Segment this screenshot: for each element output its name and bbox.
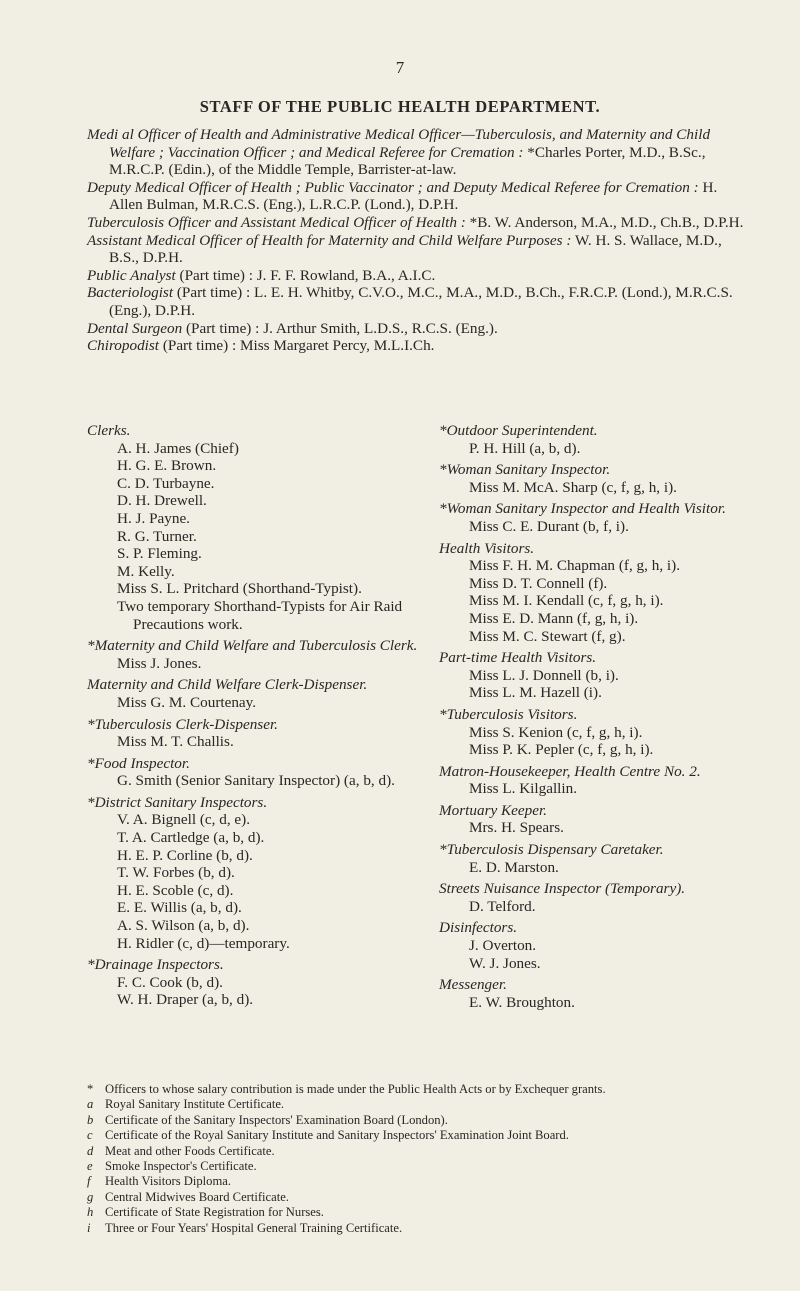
staff-entry: R. G. Turner. [117, 527, 197, 545]
footnote-text: Health Visitors Diploma. [105, 1174, 231, 1189]
footnote-text: Smoke Inspector's Certificate. [105, 1159, 257, 1174]
footnote-text: Certificate of State Registration for Nurses. [105, 1205, 324, 1220]
footnote [87, 1159, 747, 1174]
staff-entry: W. J. Jones. [469, 954, 541, 972]
officer-entry [87, 284, 747, 319]
officer-note: (Part time) : [179, 266, 253, 284]
staff-entry: H. Ridler (c, d)—temporary. [117, 934, 290, 952]
footnote [87, 1113, 747, 1128]
footnote-mark: g [87, 1189, 94, 1204]
section-heading: Part-time Health Visitors. [439, 649, 597, 667]
section-heading: Disinfectors. [439, 919, 518, 937]
staff-entry: D. Telford. [469, 897, 536, 915]
staff-entry: E. D. Marston. [469, 858, 559, 876]
staff-entry: J. Overton. [469, 937, 537, 955]
officer-entry [87, 232, 747, 267]
footnote-mark: h [87, 1205, 94, 1220]
officer-entry [87, 126, 747, 179]
staff-entry: H. J. Payne. [117, 509, 190, 527]
staff-entry: Miss L. M. Hazell (i). [469, 684, 602, 702]
staff-entry: T. W. Forbes (b, d). [117, 864, 235, 882]
officer-role: Assistant Medical Officer of Health for Maternity and Child Welfare Purposes : [87, 231, 572, 249]
footnote [87, 1174, 747, 1189]
staff-entry: Miss M. T. Challis. [117, 733, 234, 751]
section-heading: *Tuberculosis Clerk-Dispenser. [87, 715, 278, 733]
footnote [87, 1097, 747, 1112]
footnote-mark: c [87, 1128, 93, 1143]
officer-role: Medi al Officer of Health and Administrative Medical Officer—Tuberculosis, and Maternity and Child Welfare ; Vaccination Officer ; and Medical Referee for Cremation : [87, 126, 711, 161]
officer-role: Dental Surgeon [87, 319, 183, 337]
footnote [87, 1128, 747, 1143]
officer-entry [87, 214, 747, 232]
footnote [87, 1144, 747, 1159]
staff-entry: D. H. Drewell. [117, 492, 207, 510]
footnote [87, 1190, 747, 1205]
footnote-text: Certificate of the Royal Sanitary Institute and Sanitary Inspectors' Examination Joint Board. [105, 1128, 569, 1143]
officer-role: Public Analyst [87, 266, 176, 284]
officer-role: Tuberculosis Officer and Assistant Medical Officer of Health : [87, 213, 466, 231]
staff-entry: H. E. Scoble (c, d). [117, 881, 234, 899]
section-heading: *Woman Sanitary Inspector. [439, 461, 611, 479]
section-heading: Messenger. [439, 976, 507, 994]
section-heading: Mortuary Keeper. [439, 801, 547, 819]
footnote [87, 1205, 747, 1220]
footnote-text: Certificate of the Sanitary Inspectors' Examination Board (London). [105, 1112, 448, 1127]
section-heading: *Tuberculosis Dispensary Caretaker. [439, 841, 664, 859]
staff-entry: Miss E. D. Mann (f, g, h, i). [469, 609, 639, 627]
staff-entry: Miss F. H. M. Chapman (f, g, h, i). [469, 557, 680, 575]
officer-name: H. Allen Bulman, M.R.C.S. (Eng.), L.R.C.P. (Lond.), D.P.H. [109, 178, 718, 214]
page-title: STAFF OF THE PUBLIC HEALTH DEPARTMENT. [199, 97, 601, 116]
section-heading: *Drainage Inspectors. [87, 956, 224, 974]
staff-entry: W. H. Draper (a, b, d). [117, 991, 254, 1009]
staff-entry: E. E. Willis (a, b, d). [117, 899, 242, 917]
staff-entry: Miss J. Jones. [117, 654, 202, 672]
footnote-mark: i [87, 1220, 91, 1235]
staff-entry: C. D. Turbayne. [117, 474, 215, 492]
right-staff-column [439, 422, 751, 1011]
officer-name: J. F. F. Rowland, B.A., A.I.C. [256, 266, 436, 284]
staff-entry: Miss S. L. Pritchard (Shorthand-Typist). [117, 580, 362, 598]
senior-officers-list [87, 126, 747, 355]
officer-name: Miss Margaret Percy, M.L.I.Ch. [240, 337, 435, 355]
staff-entry: E. W. Broughton. [469, 993, 575, 1011]
section-heading: Streets Nuisance Inspector (Temporary). [439, 880, 686, 898]
officer-name: *B. W. Anderson, M.A., M.D., Ch.B., D.P.H. [469, 213, 744, 231]
page-number: 7 [395, 58, 405, 77]
staff-entry: Miss D. T. Connell (f). [469, 574, 608, 592]
officer-name: L. E. H. Whitby, C.V.O., M.C., M.A., M.D., B.Ch., F.R.C.P. (Lond.), M.R.C.S. (Eng.), D.P.H. [109, 284, 733, 319]
staff-entry: Miss C. E. Durant (b, f, i). [469, 517, 629, 535]
officer-role: Deputy Medical Officer of Health ; Public Vaccinator ; and Deputy Medical Referee for Cremation : [87, 178, 699, 196]
staff-entry: T. A. Cartledge (a, b, d). [117, 829, 265, 847]
footnote [87, 1082, 747, 1097]
staff-entry: Mrs. H. Spears. [469, 819, 564, 837]
staff-entry: G. Smith (Senior Sanitary Inspector) (a, b, d). [117, 772, 395, 790]
staff-entry: A. S. Wilson (a, b, d). [117, 917, 250, 935]
staff-entry: Miss L. Kilgallin. [469, 780, 578, 798]
staff-entry: P. H. Hill (a, b, d). [469, 439, 581, 457]
section-heading: *Tuberculosis Visitors. [439, 705, 578, 723]
officer-note: (Part time) : [162, 337, 237, 355]
staff-entry: A. H. James (Chief) [117, 439, 239, 457]
officer-name: W. H. S. Wallace, M.D., B.S., D.P.H. [109, 231, 722, 267]
staff-entry: Two temporary Shorthand-Typists for Air Raid Precautions work. [117, 597, 403, 633]
officer-entry [87, 320, 747, 338]
footnote-mark: d [87, 1143, 94, 1158]
footnotes [87, 1082, 747, 1236]
section-heading: Health Visitors. [439, 539, 535, 557]
staff-entry: Miss M. McA. Sharp (c, f, g, h, i). [469, 478, 677, 496]
officer-role: Chiropodist [87, 337, 160, 355]
left-staff-column [87, 422, 427, 1009]
staff-entry: Miss M. I. Kendall (c, f, g, h, i). [469, 592, 664, 610]
staff-entry: H. E. P. Corline (b, d). [117, 846, 253, 864]
footnote-mark: e [87, 1159, 93, 1174]
staff-entry: Miss L. J. Donnell (b, i). [469, 666, 619, 684]
section-heading: *District Sanitary Inspectors. [87, 793, 268, 811]
staff-entry: H. G. E. Brown. [117, 457, 217, 475]
officer-note: (Part time) : [186, 319, 260, 337]
officer-entry [87, 337, 747, 355]
section-heading: Matron-Housekeeper, Health Centre No. 2. [439, 762, 701, 780]
officer-entry [87, 267, 747, 285]
staff-entry: F. C. Cook (b, d). [117, 973, 223, 991]
section-heading: *Woman Sanitary Inspector and Health Visitor. [439, 500, 726, 518]
section-heading: Maternity and Child Welfare Clerk-Dispenser. [87, 676, 368, 694]
officer-role: Bacteriologist [87, 284, 174, 302]
section-heading: *Food Inspector. [87, 754, 190, 772]
staff-entry: S. P. Fleming. [117, 545, 202, 563]
staff-entry: Miss G. M. Courtenay. [117, 693, 257, 711]
footnote-text: Royal Sanitary Institute Certificate. [105, 1097, 285, 1112]
section-heading: *Outdoor Superintendent. [439, 422, 598, 439]
staff-entry: V. A. Bignell (c, d, e). [117, 811, 251, 829]
footnote [87, 1221, 747, 1236]
staff-entry: Miss M. C. Stewart (f, g). [469, 627, 626, 645]
footnote-mark: a [87, 1097, 94, 1112]
staff-entry: M. Kelly. [117, 562, 175, 580]
footnote-mark: * [87, 1082, 94, 1096]
section-heading: *Maternity and Child Welfare and Tuberculosis Clerk. [87, 637, 418, 655]
footnote-mark: f [87, 1174, 91, 1189]
footnote-mark: b [87, 1112, 94, 1127]
footnote-text: Central Midwives Board Certificate. [105, 1189, 289, 1204]
officer-name: *Charles Porter, M.D., B.Sc., M.R.C.P. (Edin.), of the Middle Temple, Barrister-at-law. [109, 143, 706, 179]
footnote-text: Meat and other Foods Certificate. [105, 1143, 275, 1158]
officer-note: (Part time) : [176, 284, 251, 302]
section-heading: Clerks. [87, 422, 131, 439]
officer-name: J. Arthur Smith, L.D.S., R.C.S. (Eng.). [263, 319, 498, 337]
footnote-text: Three or Four Years' Hospital General Training Certificate. [105, 1220, 403, 1235]
officer-entry [87, 179, 747, 214]
staff-entry: Miss S. Kenion (c, f, g, h, i). [469, 723, 643, 741]
staff-entry: Miss P. K. Pepler (c, f, g, h, i). [469, 741, 654, 759]
footnote-text: Officers to whose salary contribution is made under the Public Health Acts or by Exchequer grants. [105, 1082, 606, 1096]
